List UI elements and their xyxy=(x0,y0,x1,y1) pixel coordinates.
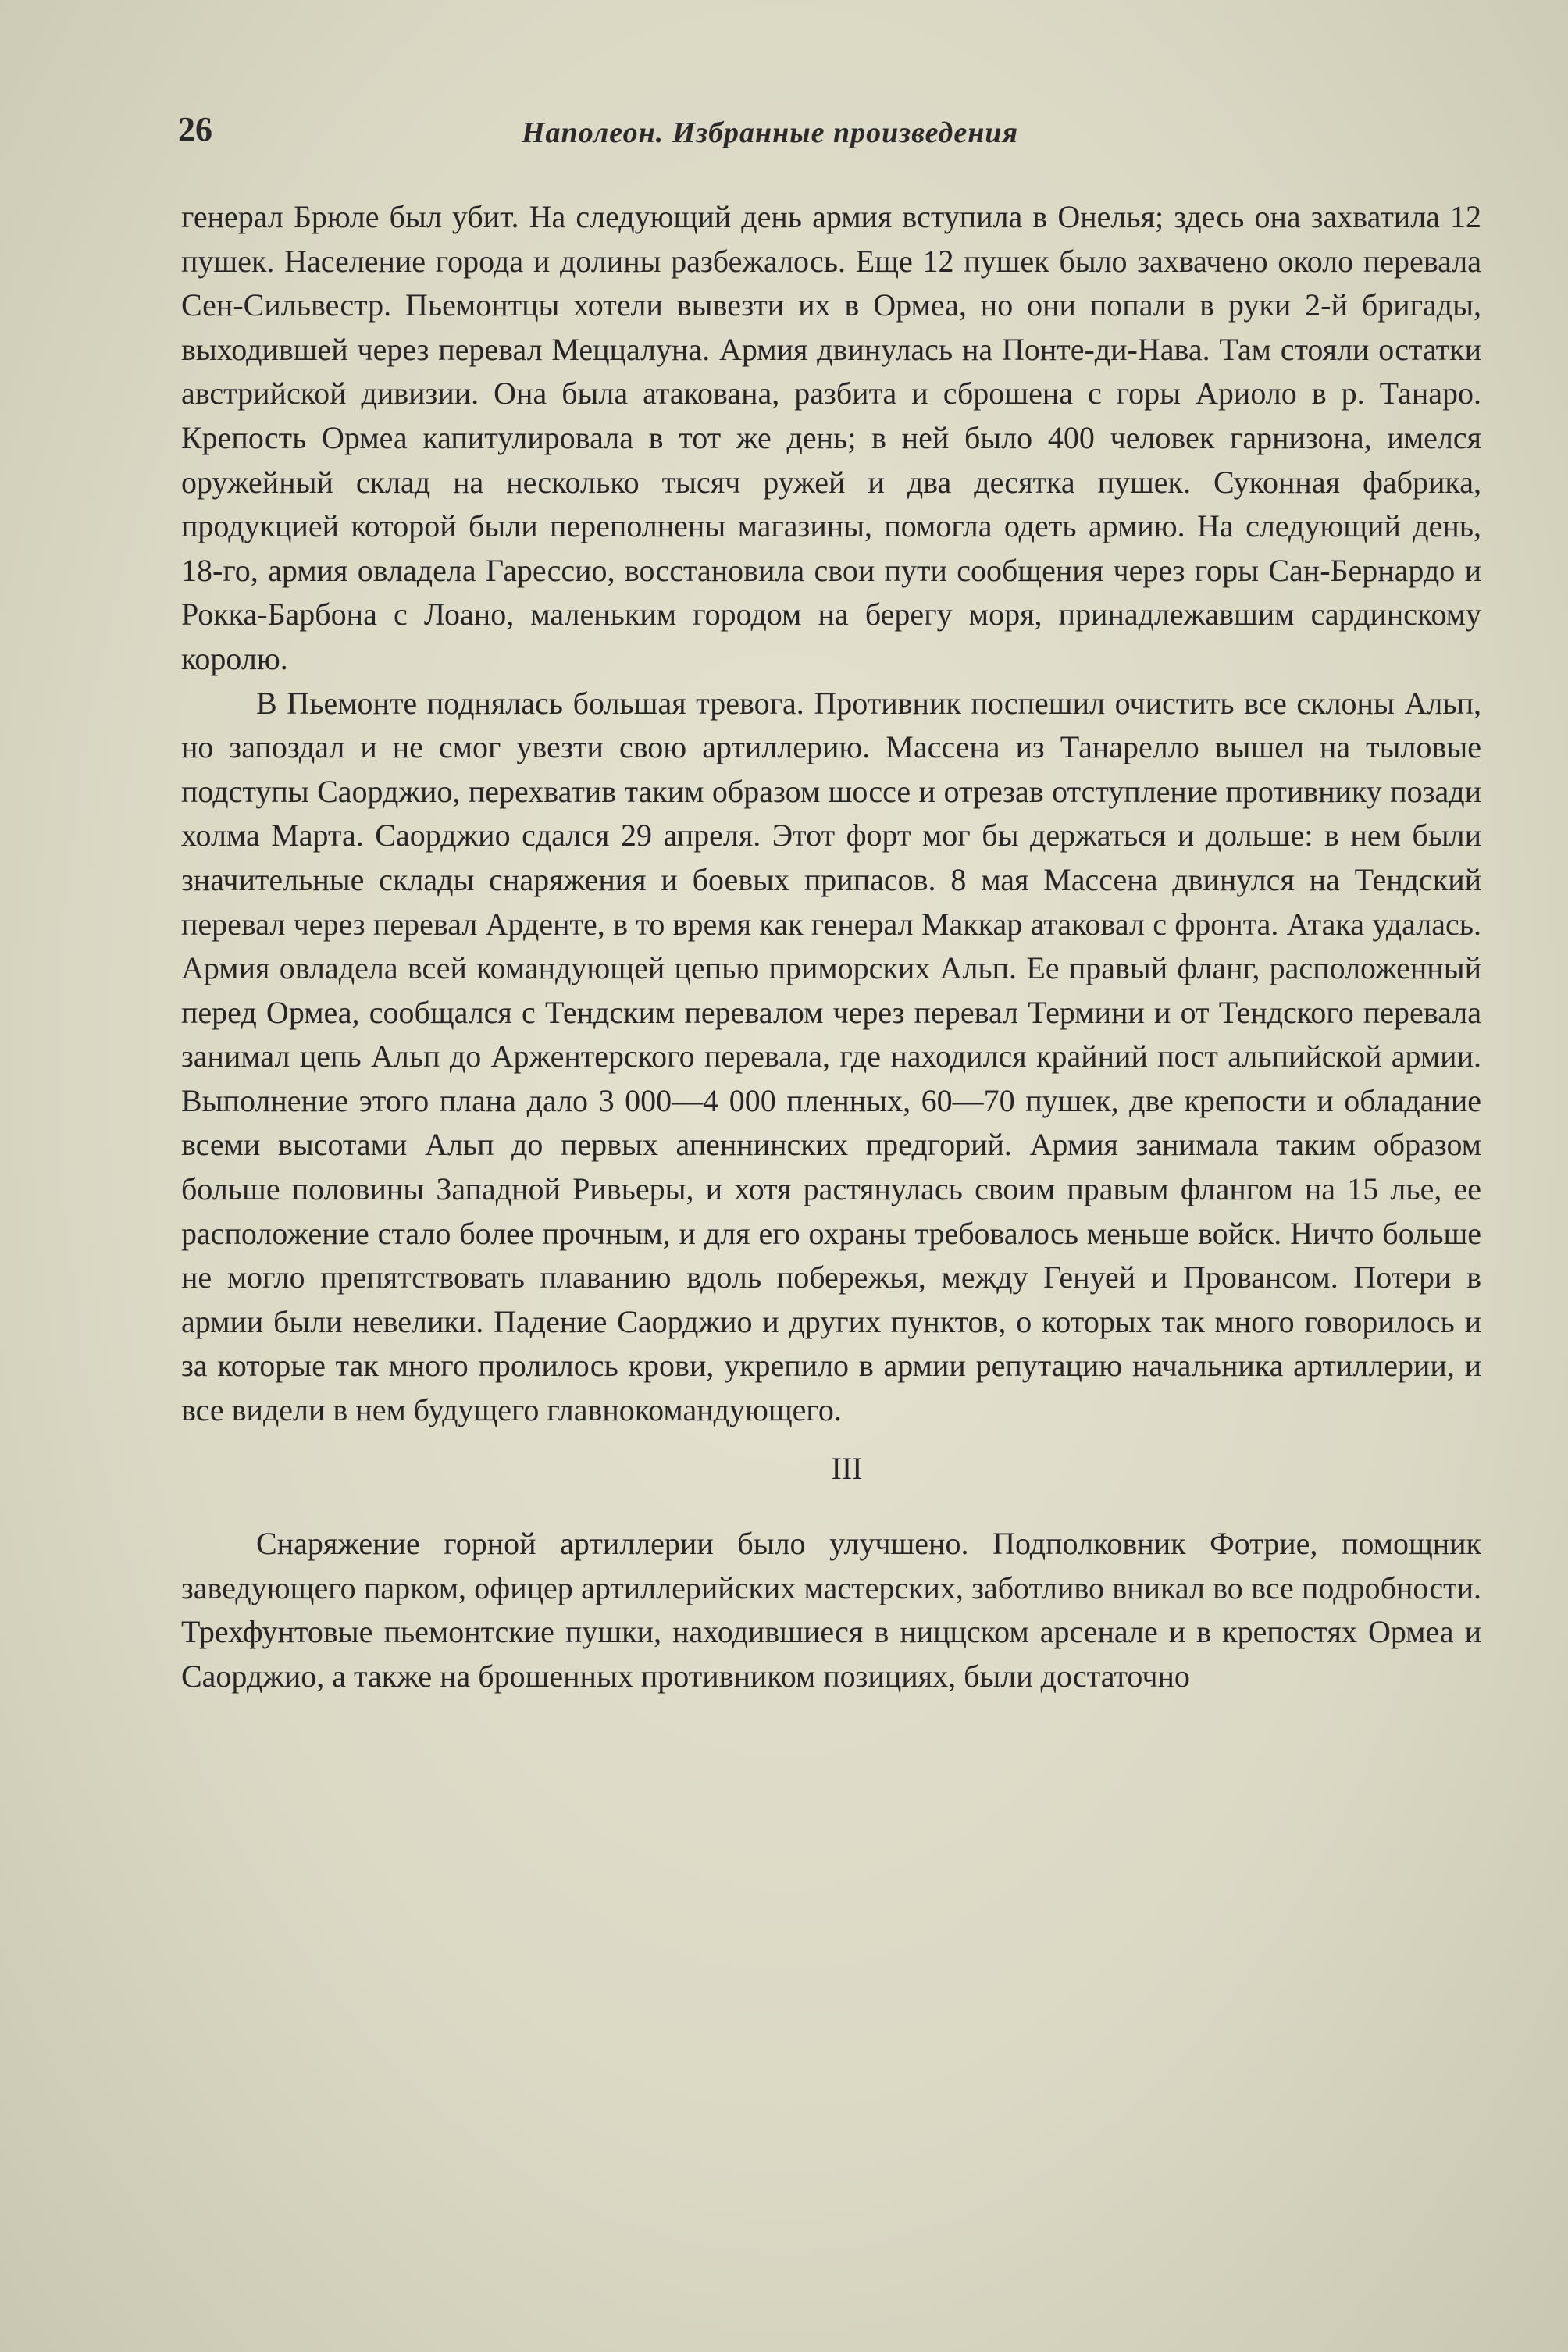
paragraph-1: генерал Брюле был убит. На следующий день армия вступила в Онелья; здесь она захватила 12 пушек. Население города и долины разбежалось. Еще 12 пушек было захвачено около перевала Сен-Сильвестр. Пьемонтцы хотели вывезти их в Ормеа, но они попали в руки 2-й бригады, выходившей через перевал Меццалуна. Армия двинулась на Понте-ди-Нава. Там стояли остатки австрийской дивизии. Она была атакована, разбита и сброшена с горы Ариоло в р. Танаро. Крепость Ормеа капитулировала в тот же день; в ней было 400 человек гарнизона, имелся оружейный склад на несколько тысяч ружей и два десятка пушек. Суконная фабрика, продукцией которой были переполнены магазины, помогла одеть армию. На следующий день, 18-го, армия овладела Гарессио, восстановила свои пути сообщения через горы Сан-Бернардо и Рокка-Барбона с Лоано, маленьким городом на берегу моря, принадлежавшим сардинскому королю. xyxy=(181,199,1481,676)
running-title: Наполеон. Избранные произведения xyxy=(522,116,1019,149)
page-header xyxy=(178,109,1484,164)
page-number: 26 xyxy=(178,110,212,148)
paragraph-2: В Пьемонте поднялась большая тревога. Противник поспешил очистить все склоны Альп, но запоздал и не смог увезти свою артиллерию. Массена из Танарелло вышел на тыловые подступы Саорджио, перехватив таким образом шоссе и отрезав отступление противнику позади холма Марта. Саорджио сдался 29 апреля. Этот форт мог бы держаться и дольше: в нем были значительные склады снаряжения и боевых припасов. 8 мая Массена двинулся на Тендский перевал через перевал Арденте, в то время как генерал Маккар атаковал с фронта. Атака удалась. Армия овладела всей командующей цепью приморских Альп. Ее правый фланг, расположенный перед Ормеа, сообщался с Тендским перевалом через перевал Термини и от Тендского перевала занимал цепь Альп до Аржентерского перевала, где находился крайний пост альпийской армии. Выполнение этого плана дало 3 000—4 000 пленных, 60—70 пушек, две крепости и обладание всеми высотами Альп до первых апеннинских предгорий. Армия занимала таким образом больше половины Западной Ривьеры, и хотя растянулась своим правым флангом на 15 лье, ее расположение стало более прочным, и для его охраны требовалось меньше войск. Ничто больше не могло препятствовать плаванию вдоль побережья, между Генуей и Провансом. Потери в армии были невелики. Падение Саорджио и других пунктов, о которых так много говорилось и за которые так много пролилось крови, укрепило в армии репутацию начальника артиллерии, и все видели в нем будущего главнокомандующего. xyxy=(181,685,1481,1428)
section-heading: III xyxy=(831,1450,863,1486)
page-body xyxy=(181,195,1481,1699)
paragraph-3: Снаряжение горной артиллерии было улучшено. Подполковник Фотрие, помощник заведующего парком, офицер артиллерийских мастерских, заботливо вникал во все подробности. Трехфунтовые пьемонтские пушки, находившиеся в ниццском арсенале и в крепостях Ормеа и Саорджио, а также на брошенных противником позициях, были достаточно xyxy=(181,1526,1481,1694)
